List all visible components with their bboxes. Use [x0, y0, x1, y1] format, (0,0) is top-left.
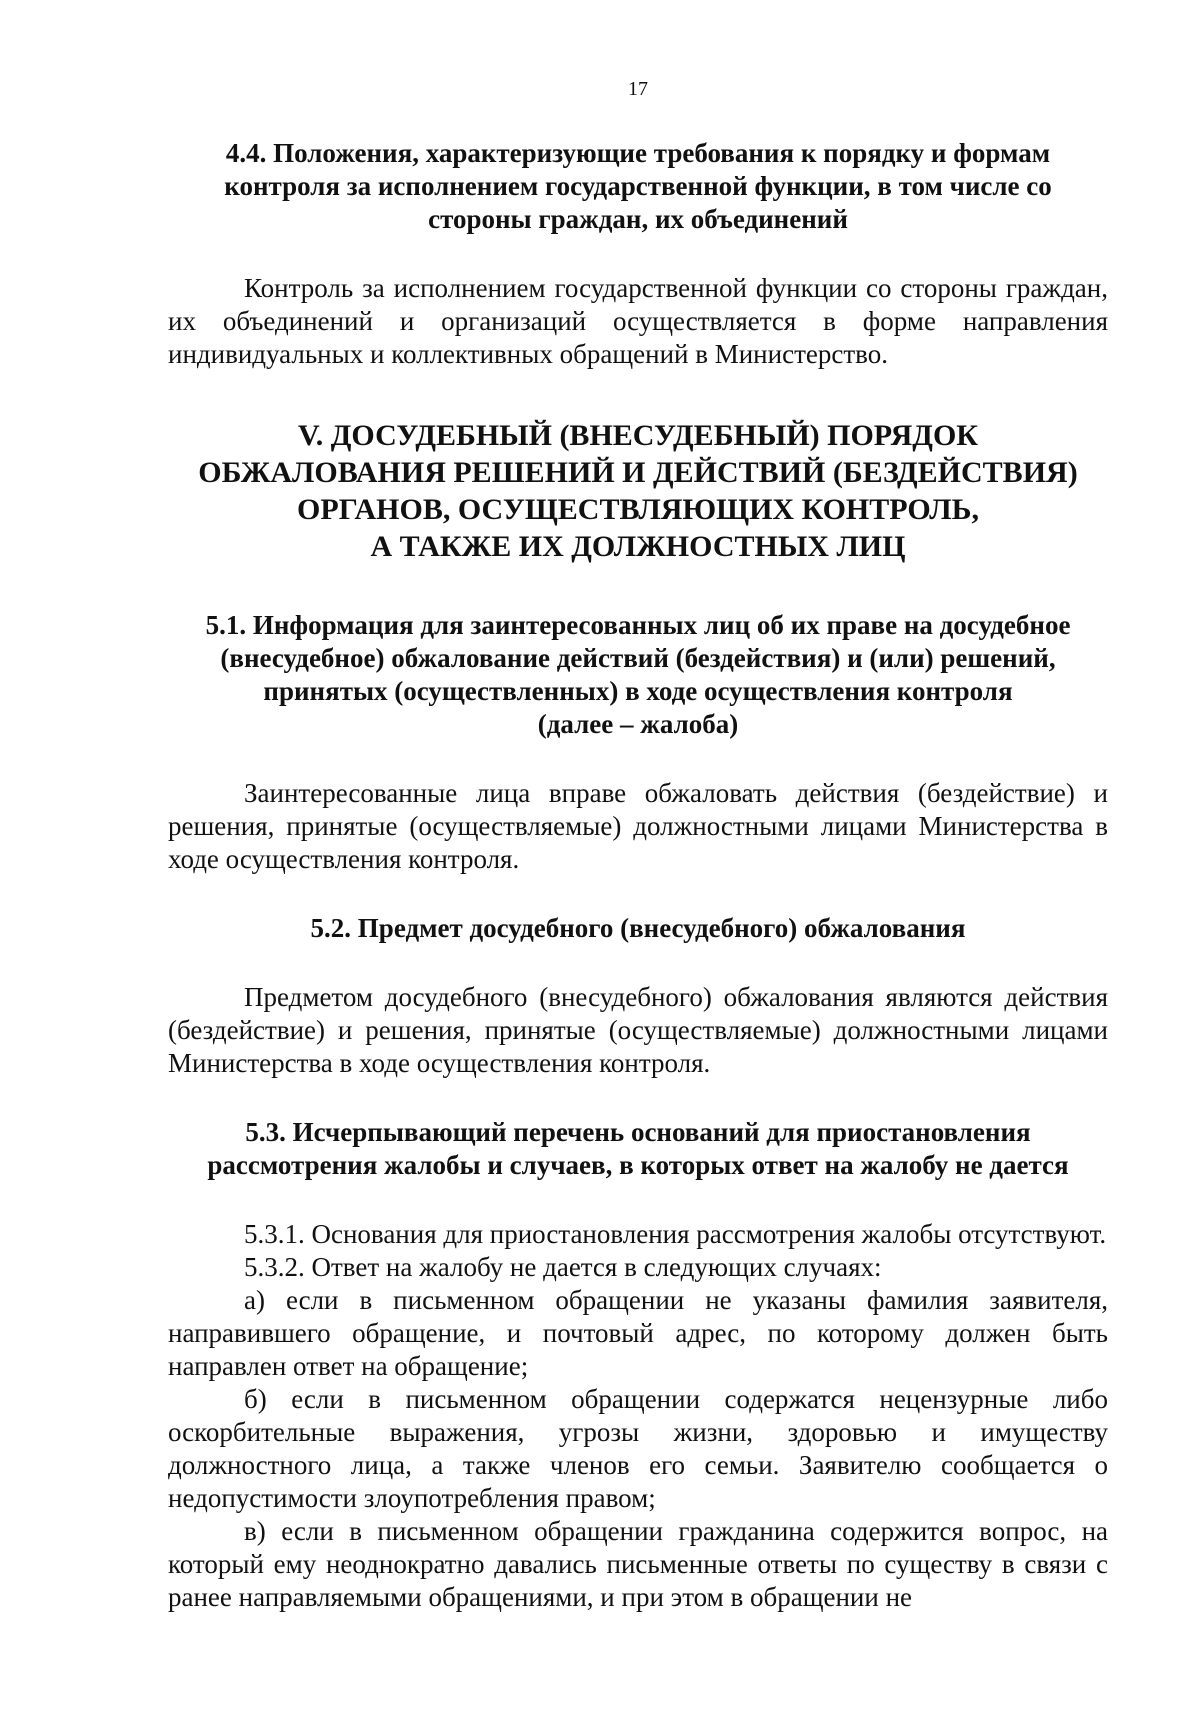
- heading-line: 5.2. Предмет досудебного (внесудебного) обжалования: [310, 913, 966, 943]
- paragraph-5-3-2: 5.3.2. Ответ на жалобу не дается в следующих случаях:: [244, 1252, 882, 1282]
- list-item-b: б) если в письменном обращении содержатся нецензурные либо оскорбительные выражения, угрозы жизни, здоровью и имуществу должностного лица, а также членов его семьи. Заявителю сообщается о недопустимости злоупотребления правом;: [168, 1384, 1108, 1513]
- heading-line: (внесудебное) обжалование действий (бездействия) и (или) решений,: [220, 643, 1056, 673]
- heading-line: А ТАКЖЕ ИХ ДОЛЖНОСТНЫХ ЛИЦ: [370, 530, 906, 563]
- section-5-1-paragraph: Заинтересованные лица вправе обжаловать действия (бездействие) и решения, принятые (осуществляемые) должностными лицами Министерства в ходе осуществления контроля.: [168, 778, 1108, 874]
- heading-line: V. ДОСУДЕБНЫЙ (ВНЕСУДЕБНЫЙ) ПОРЯДОК: [297, 419, 979, 452]
- section-4-4-heading: [168, 137, 1108, 236]
- heading-line: рассмотрения жалобы и случаев, в которых ответ на жалобу не дается: [207, 1150, 1069, 1180]
- heading-line: принятых (осуществленных) в ходе осуществления контроля: [263, 676, 1013, 706]
- heading-line: ОРГАНОВ, ОСУЩЕСТВЛЯЮЩИХ КОНТРОЛЬ,: [297, 493, 979, 526]
- section-5-2-heading: [168, 912, 1108, 945]
- heading-line: (далее – жалоба): [537, 709, 739, 739]
- section-5-1-heading: [168, 609, 1108, 741]
- heading-line: 5.1. Информация для заинтересованных лиц об их праве на досудебное: [205, 610, 1071, 640]
- list-item-v: в) если в письменном обращении гражданина содержится вопрос, на который ему неоднократно давались письменные ответы по существу в связи с ранее направляемыми обращениями, и при этом в обращении не: [168, 1516, 1108, 1612]
- list-item-a: а) если в письменном обращении не указаны фамилия заявителя, направившего обращение, и почтовый адрес, по которому должен быть направлен ответ на обращение;: [168, 1285, 1108, 1381]
- paragraph-5-3-1: 5.3.1. Основания для приостановления рассмотрения жалобы отсутствуют.: [244, 1219, 1107, 1249]
- section-5-2-paragraph: Предметом досудебного (внесудебного) обжалования являются действия (бездействие) и решения, принятые (осуществляемые) должностными лицами Министерства в ходе осуществления контроля.: [168, 982, 1108, 1078]
- heading-line: стороны граждан, их объединений: [428, 204, 848, 234]
- page-number: 17: [628, 78, 648, 100]
- chapter-5-heading: [168, 417, 1108, 565]
- heading-line: контроля за исполнением государственной функции, в том числе со: [224, 171, 1052, 201]
- heading-line: 4.4. Положения, характеризующие требования к порядку и формам: [225, 138, 1051, 168]
- section-5-3-heading: [168, 1116, 1108, 1182]
- heading-line: 5.3. Исчерпывающий перечень оснований для приостановления: [245, 1117, 1031, 1147]
- section-4-4-paragraph: Контроль за исполнением государственной функции со стороны граждан, их объединений и организаций осуществляется в форме направления индивидуальных и коллективных обращений в Министерство.: [168, 273, 1108, 369]
- heading-line: ОБЖАЛОВАНИЯ РЕШЕНИЙ И ДЕЙСТВИЙ (БЕЗДЕЙСТВИЯ): [198, 456, 1078, 489]
